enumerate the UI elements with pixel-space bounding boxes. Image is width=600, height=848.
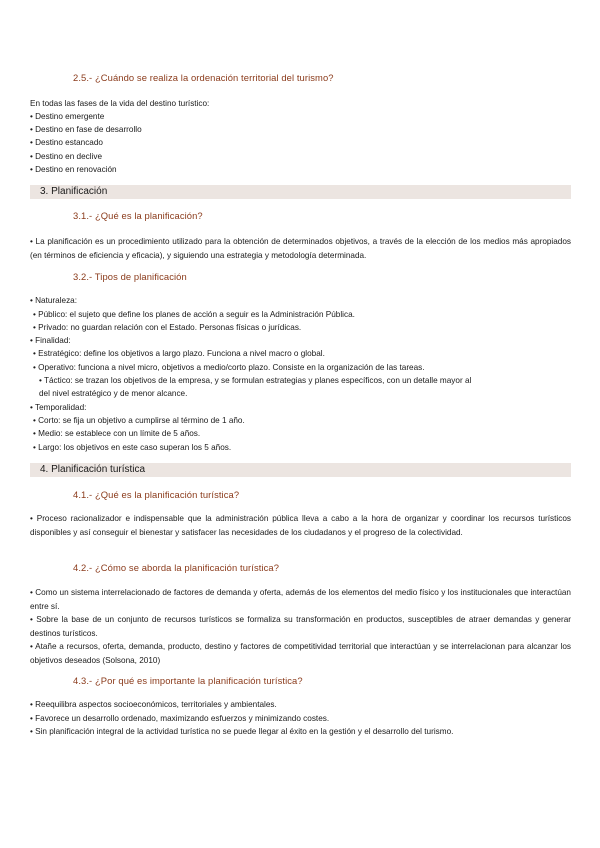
heading-4-3: 4.3.- ¿Por qué es importante la planificación turística?: [73, 675, 303, 686]
heading-2-5: 2.5.- ¿Cuándo se realiza la ordenación territorial del turismo?: [73, 72, 334, 83]
list-item: • Destino en renovación: [30, 165, 117, 174]
section-4-title: 4. Planificación turística: [40, 464, 146, 475]
list-item: • Corto: se fija un objetivo a cumplirse al término de 1 año.: [33, 416, 245, 425]
list-item-continuation: del nivel estratégico y de menor alcance.: [39, 389, 188, 398]
section-3-title: 3. Planificación: [40, 186, 108, 197]
intro-2-5: En todas las fases de la vida del destino turístico:: [30, 99, 210, 108]
list-item: • Táctico: se trazan los objetivos de la empresa, y se formulan estrategias y planes específicos, con un detalle mayor al: [39, 376, 472, 385]
heading-3-1: 3.1.- ¿Qué es la planificación?: [73, 210, 203, 221]
paragraph-4-2a: • Como un sistema interrelacionado de factores de demanda y oferta, además de los elementos del medio físico y los institucionales que interactúan entre sí.: [30, 588, 571, 611]
paragraph-4-2b: • Sobre la base de un conjunto de recursos turísticos se formaliza su transformación en productos, susceptibles de atraer demandas y generar destinos turísticos.: [30, 615, 571, 638]
list-item: • Reequilibra aspectos socioeconómicos, territoriales y ambientales.: [30, 700, 277, 709]
list-item: • Finalidad:: [30, 336, 71, 345]
list-item: • Operativo: funciona a nivel micro, objetivos a medio/corto plazo. Consiste en la organización de las tareas.: [33, 363, 425, 372]
list-item: • Sin planificación integral de la actividad turística no se puede llegar al éxito en la gestión y el desarrollo del turismo.: [30, 727, 454, 736]
list-item: • Público: el sujeto que define los planes de acción a seguir es la Administración Pública.: [33, 310, 355, 319]
list-item: • Privado: no guardan relación con el Estado. Personas físicas o jurídicas.: [33, 323, 302, 332]
list-item: • Medio: se establece con un límite de 5 años.: [33, 429, 201, 438]
list-item: • Naturaleza:: [30, 296, 78, 305]
list-item: • Destino en fase de desarrollo: [30, 125, 142, 134]
paragraph-4-1: • Proceso racionalizador e indispensable que la administración pública lleva a cabo a la hora de organizar y coordinar los recursos turísticos disponibles y así conseguir el bienestar y satisfacer las necesidades de los ciudadanos y el progreso de la colectividad.: [30, 514, 571, 537]
list-item: • Destino emergente: [30, 112, 105, 121]
section-3-bar: [30, 185, 571, 199]
list-item: • Destino estancado: [30, 138, 103, 147]
heading-3-2: 3.2.- Tipos de planificación: [73, 271, 187, 282]
list-item: • Favorece un desarrollo ordenado, maximizando esfuerzos y minimizando costes.: [30, 714, 330, 723]
paragraph-4-2c: • Atañe a recursos, oferta, demanda, producto, destino y factores de competitividad territorial que interactúan y se interrelacionan para alcanzar los objetivos deseados (Solsona, 2010): [30, 642, 571, 665]
list-item: • Temporalidad:: [30, 403, 87, 412]
section-4-bar: [30, 463, 571, 477]
paragraph-3-1: • La planificación es un procedimiento utilizado para la obtención de determinados objetivos, a través de la elección de los medios más apropiados (en términos de eficiencia y eficacia), y siguiendo una estrategia y metodología determinada.: [30, 237, 571, 260]
list-item: • Estratégico: define los objetivos a largo plazo. Funciona a nivel macro o global.: [33, 349, 325, 358]
list-item: • Largo: los objetivos en este caso superan los 5 años.: [33, 443, 232, 452]
list-item: • Destino en declive: [30, 152, 103, 161]
heading-4-1: 4.1.- ¿Qué es la planificación turística?: [73, 489, 240, 500]
heading-4-2: 4.2.- ¿Cómo se aborda la planificación turística?: [73, 562, 280, 573]
